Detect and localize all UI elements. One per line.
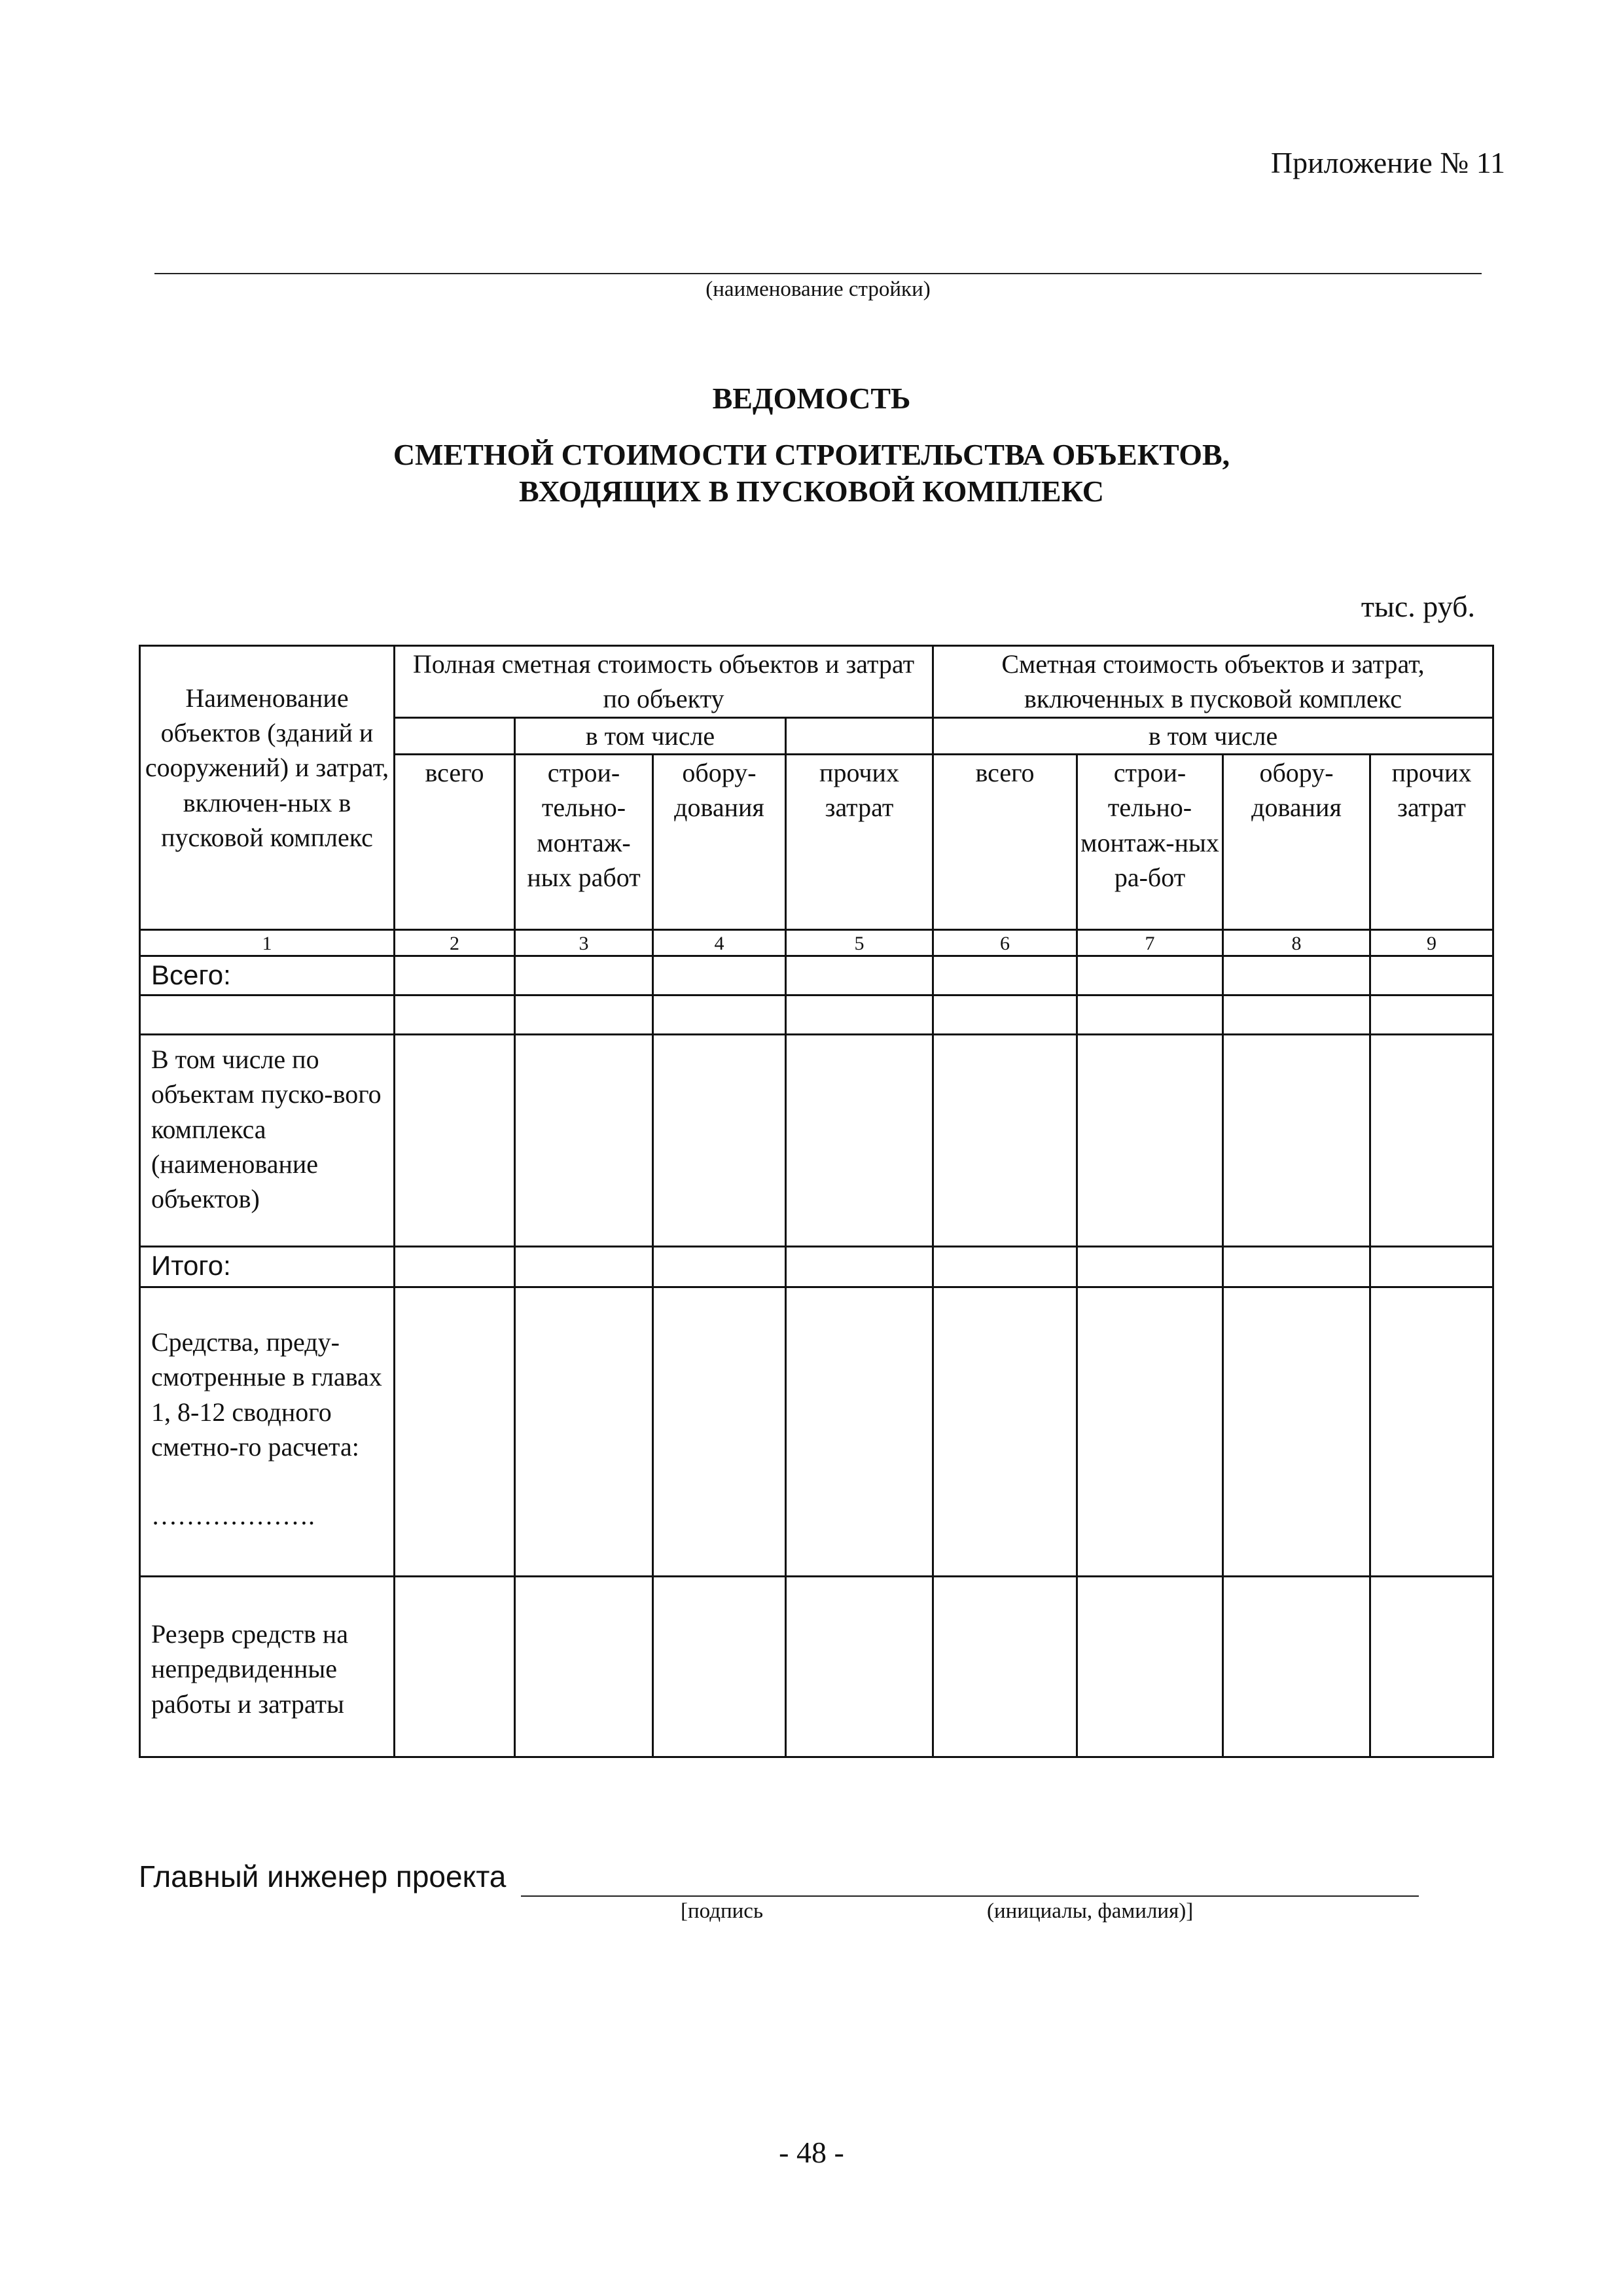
table-row-total (140, 956, 1493, 996)
header-launch-construction: строи-тельно-монтаж-ных ра-бот (1077, 755, 1223, 930)
table-row-funds (140, 1287, 1493, 1577)
document-subtitle-line1: СМЕТНОЙ СТОИМОСТИ СТРОИТЕЛЬСТВА ОБЪЕКТОВ, (393, 438, 1230, 471)
table-row-objects (140, 1035, 1493, 1247)
document-title: ВЕДОМОСТЬ (712, 382, 911, 415)
header-spacer (786, 718, 933, 755)
header-full-equipment: обору-дования (653, 755, 786, 930)
column-number: 4 (653, 930, 786, 956)
table-cell (140, 996, 395, 1035)
column-number: 9 (1370, 930, 1493, 956)
funds-dots: ………………. (151, 1500, 315, 1530)
header-including-launch: в том числе (933, 718, 1493, 755)
table-cell (653, 1577, 786, 1757)
header-launch-cost: Сметная стоимость объектов и затрат, включенных в пусковой комплекс (933, 646, 1493, 718)
table-cell (1370, 1577, 1493, 1757)
chief-engineer-label: Главный инженер проекта (139, 1859, 507, 1893)
table-cell (1077, 1577, 1223, 1757)
table-cell (395, 1247, 515, 1287)
table-cell (1370, 956, 1493, 996)
table-cell (1223, 1247, 1370, 1287)
header-launch-other: прочих затрат (1370, 755, 1493, 930)
table-cell (1223, 956, 1370, 996)
header-launch-equipment: обору-дования (1223, 755, 1370, 930)
table-cell (395, 956, 515, 996)
table-cell (653, 1035, 786, 1247)
table-cell (933, 956, 1077, 996)
table-cell (653, 1287, 786, 1577)
table-cell (515, 956, 653, 996)
table-cell (933, 1287, 1077, 1577)
table-cell (395, 1035, 515, 1247)
table-cell (1077, 1035, 1223, 1247)
table-cell (1223, 996, 1370, 1035)
column-number: 5 (786, 930, 933, 956)
table-row-subtotal (140, 1247, 1493, 1287)
table-cell (653, 996, 786, 1035)
table-cell (786, 1287, 933, 1577)
table-row-blank (140, 996, 1493, 1035)
table-cell (515, 1035, 653, 1247)
table-cell (1370, 996, 1493, 1035)
table-row-reserve (140, 1577, 1493, 1757)
table-cell (1370, 1035, 1493, 1247)
table-cell (933, 1035, 1077, 1247)
table-cell (933, 1577, 1077, 1757)
column-number: 2 (395, 930, 515, 956)
signature-line (521, 1895, 1419, 1897)
table-cell (786, 956, 933, 996)
name-caption: (инициалы, фамилия)] (987, 1899, 1194, 1923)
header-including-full: в том числе (515, 718, 786, 755)
table-cell (395, 1287, 515, 1577)
table-cell (1077, 996, 1223, 1035)
row-label-total: Всего: (140, 956, 395, 996)
column-number: 6 (933, 930, 1077, 956)
units-label: тыс. руб. (1361, 590, 1475, 623)
column-number: 1 (140, 930, 395, 956)
table-cell (933, 1247, 1077, 1287)
cost-statement-table (139, 645, 1494, 1758)
header-launch-total: всего (933, 755, 1077, 930)
signature-caption: [подпись (681, 1899, 764, 1923)
row-label-subtotal: Итого: (140, 1247, 395, 1287)
header-full-total: всего (395, 755, 515, 930)
appendix-number: Приложение № 11 (1270, 146, 1505, 179)
table-cell (1077, 1287, 1223, 1577)
header-full-cost: Полная сметная стоимость объектов и затрат по объекту (395, 646, 933, 718)
table-cell (1223, 1287, 1370, 1577)
table-cell (395, 1577, 515, 1757)
table-cell (1077, 956, 1223, 996)
row-label-reserve: Резерв средств на непредвиденные работы и затраты (140, 1577, 395, 1757)
table-cell (653, 1247, 786, 1287)
column-number: 7 (1077, 930, 1223, 956)
table-cell (515, 996, 653, 1035)
table-cell (1077, 1247, 1223, 1287)
table-cell (515, 1287, 653, 1577)
column-number-row (140, 930, 1493, 956)
header-spacer (395, 718, 515, 755)
table-cell (786, 996, 933, 1035)
table-cell (515, 1577, 653, 1757)
column-number: 3 (515, 930, 653, 956)
row-label-objects: В том числе по объектам пуско-вого комплекса (наименование объектов) (140, 1035, 395, 1247)
table-cell (515, 1247, 653, 1287)
table-cell (1223, 1035, 1370, 1247)
table-cell (786, 1247, 933, 1287)
construction-name-line (154, 273, 1482, 274)
header-full-other: прочих затрат (786, 755, 933, 930)
table-cell (395, 996, 515, 1035)
column-number: 8 (1223, 930, 1370, 956)
table-cell (1370, 1247, 1493, 1287)
header-full-construction: строи-тельно-монтаж-ных работ (515, 755, 653, 930)
table-cell (786, 1035, 933, 1247)
header-object-name: Наименование объектов (зданий и сооружений) и затрат, включен-ных в пусковой комплекс (140, 646, 395, 930)
row-label-funds (140, 1287, 395, 1577)
table-cell (1223, 1577, 1370, 1757)
construction-name-caption: (наименование стройки) (705, 278, 931, 301)
page-number: - 48 - (779, 2136, 844, 2169)
document-subtitle-line2: ВХОДЯЩИХ В ПУСКОВОЙ КОМПЛЕКС (518, 475, 1105, 508)
table-header-row-1 (140, 646, 1493, 718)
table-cell (1370, 1287, 1493, 1577)
table-cell (933, 996, 1077, 1035)
table-cell (786, 1577, 933, 1757)
funds-label: Средства, преду-смотренные в главах 1, 8-12 сводного сметно-го расчета: (151, 1327, 382, 1462)
table-cell (653, 956, 786, 996)
